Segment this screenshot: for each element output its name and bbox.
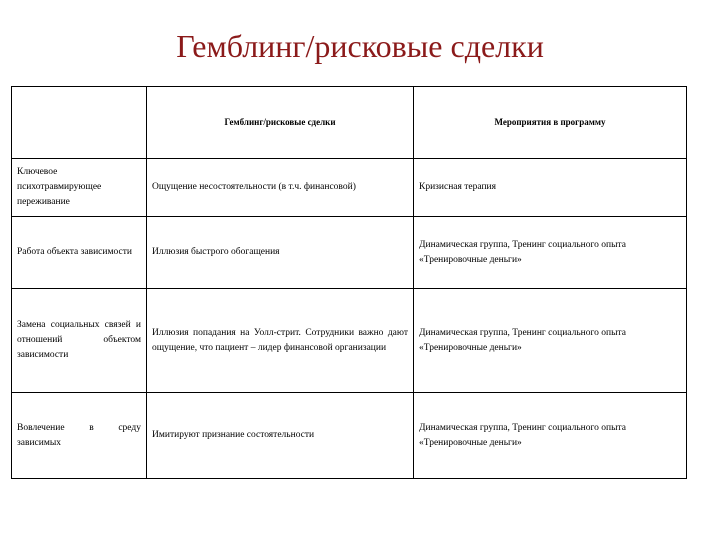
- row-label: Ключевое психотравмирующее переживание: [12, 159, 147, 217]
- program-table: [11, 86, 687, 479]
- table-row: [12, 217, 687, 289]
- header-measures: Мероприятия в программу: [414, 87, 687, 159]
- row-label: Работа объекта зависимости: [12, 217, 147, 289]
- header-gambling: Гемблинг/рисковые сделки: [147, 87, 414, 159]
- row-description: Имитируют признание состоятельности: [147, 393, 414, 479]
- table-row: [12, 159, 687, 217]
- row-description: Ощущение несостоятельности (в т.ч. финансовой): [147, 159, 414, 217]
- slide-title: Гемблинг/рисковые сделки: [176, 28, 544, 64]
- row-measures: Динамическая группа, Тренинг социального опыта «Тренировочные деньги»: [414, 289, 687, 393]
- row-label: Вовлечение в среду зависимых: [12, 393, 147, 479]
- row-label: Замена социальных связей и отношений объектом зависимости: [12, 289, 147, 393]
- table-row: [12, 289, 687, 393]
- row-measures: Кризисная терапия: [414, 159, 687, 217]
- table-row: [12, 393, 687, 479]
- row-description: Иллюзия попадания на Уолл-стрит. Сотрудники важно дают ощущение, что пациент – лидер финансовой организации: [147, 289, 414, 393]
- row-description: Иллюзия быстрого обогащения: [147, 217, 414, 289]
- table-header-row: [12, 87, 687, 159]
- row-measures: Динамическая группа, Тренинг социального опыта «Тренировочные деньги»: [414, 393, 687, 479]
- header-empty-cell: [12, 87, 147, 159]
- row-measures: Динамическая группа, Тренинг социального опыта «Тренировочные деньги»: [414, 217, 687, 289]
